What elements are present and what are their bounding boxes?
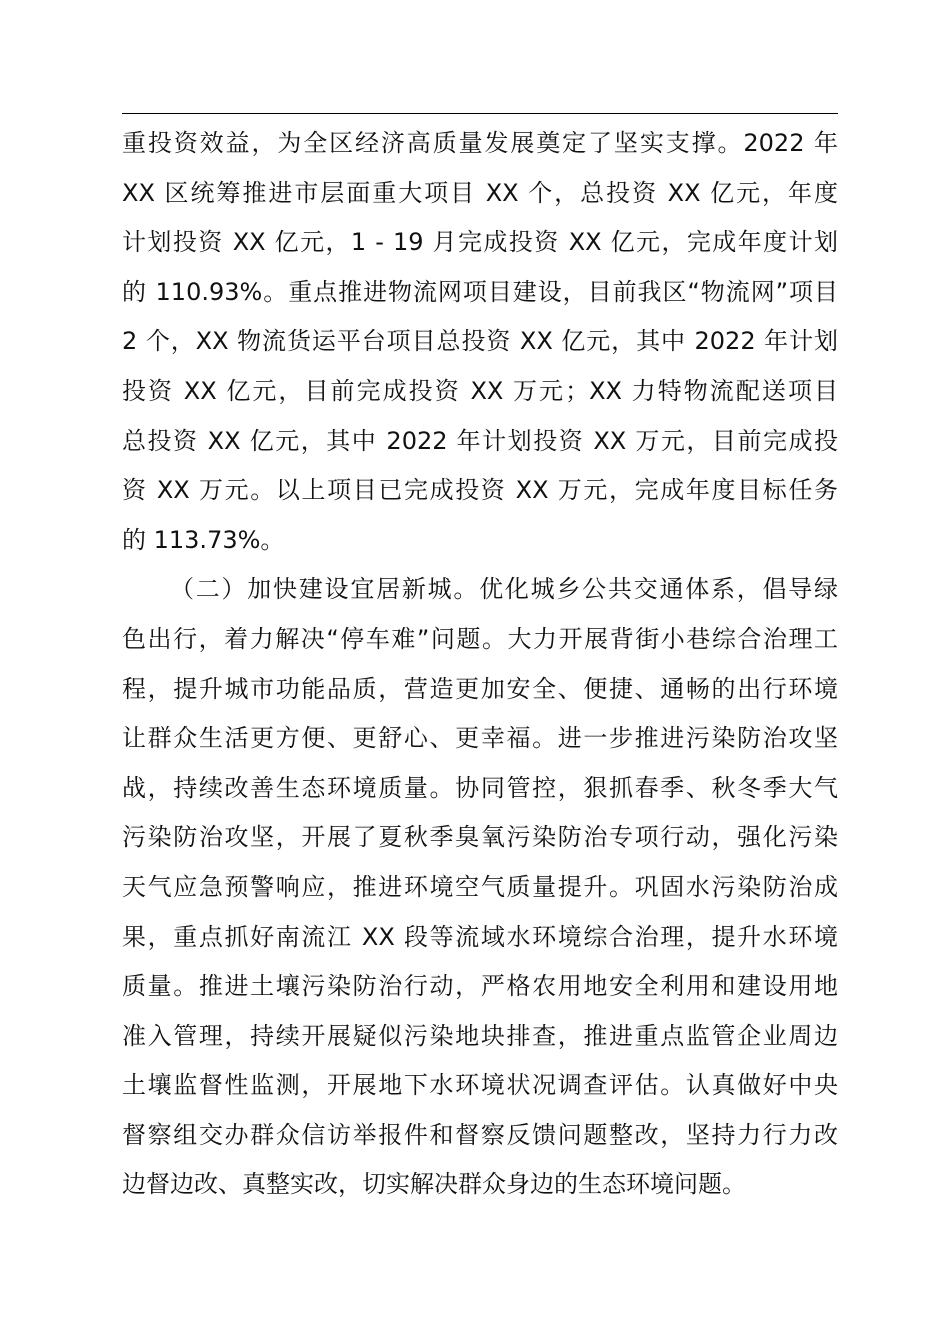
text-line: 计划投资 XX 亿元，1 - 19 月完成投资 XX 亿元，完成年度计划 [122,228,838,257]
text-line: 质量。推进土壤污染防治行动，严格农用地安全利用和建设用地 [122,972,838,1001]
text-line: 准入管理，持续开展疑似污染地块排查，推进重点监管企业周边 [122,1021,838,1050]
text-line: 程，提升城市功能品质，营造更加安全、便捷、通畅的出行环境 [122,674,838,703]
text-line: 总投资 XX 亿元，其中 2022 年计划投资 XX 万元，目前完成投 [122,426,838,455]
text-line: 重投资效益，为全区经济高质量发展奠定了坚实支撑。2022 年 [122,129,838,157]
paragraph-investment [122,119,838,565]
text-line: 边督边改、真整实改，切实解决群众身边的生态环境问题。 [122,1170,746,1199]
document-body [122,119,838,1210]
paragraph-livable-city [122,565,838,1210]
text-line: （二）加快建设宜居新城。优化城乡公共交通体系，倡导绿 [170,575,838,604]
text-line: 2 个，XX 物流货运平台项目总投资 XX 亿元，其中 2022 年计划 [122,327,838,356]
text-line: 投资 XX 亿元，目前完成投资 XX 万元；XX 力特物流配送项目 [122,376,838,405]
header-rule [122,113,838,114]
text-line: 色出行，着力解决“停车难”问题。大力开展背街小巷综合治理工 [122,624,838,653]
text-line: 让群众生活更方便、更舒心、更幸福。进一步推进污染防治攻坚 [122,724,838,753]
text-line: 污染防治攻坚，开展了夏秋季臭氧污染防治专项行动，强化污染 [122,823,838,852]
text-line: 督察组交办群众信访举报件和督察反馈问题整改，坚持力行力改 [122,1120,838,1149]
text-line: 战，持续改善生态环境质量。协同管控，狠抓春季、秋冬季大气 [122,773,838,802]
text-line: 的 110.93%。重点推进物流网项目建设，目前我区“物流网”项目 [122,277,838,306]
text-line: 果，重点抓好南流江 XX 段等流域水环境综合治理，提升水环境 [122,922,838,951]
text-line: 资 XX 万元。以上项目已完成投资 XX 万元，完成年度目标任务 [122,476,838,505]
text-line: 天气应急预警响应，推进环境空气质量提升。巩固水污染防治成 [122,872,838,901]
text-line: 的 113.73%。 [122,525,285,554]
text-line: 土壤监督性监测，开展地下水环境状况调查评估。认真做好中央 [122,1071,838,1100]
text-line: XX 区统筹推进市层面重大项目 XX 个，总投资 XX 亿元，年度 [122,178,838,207]
